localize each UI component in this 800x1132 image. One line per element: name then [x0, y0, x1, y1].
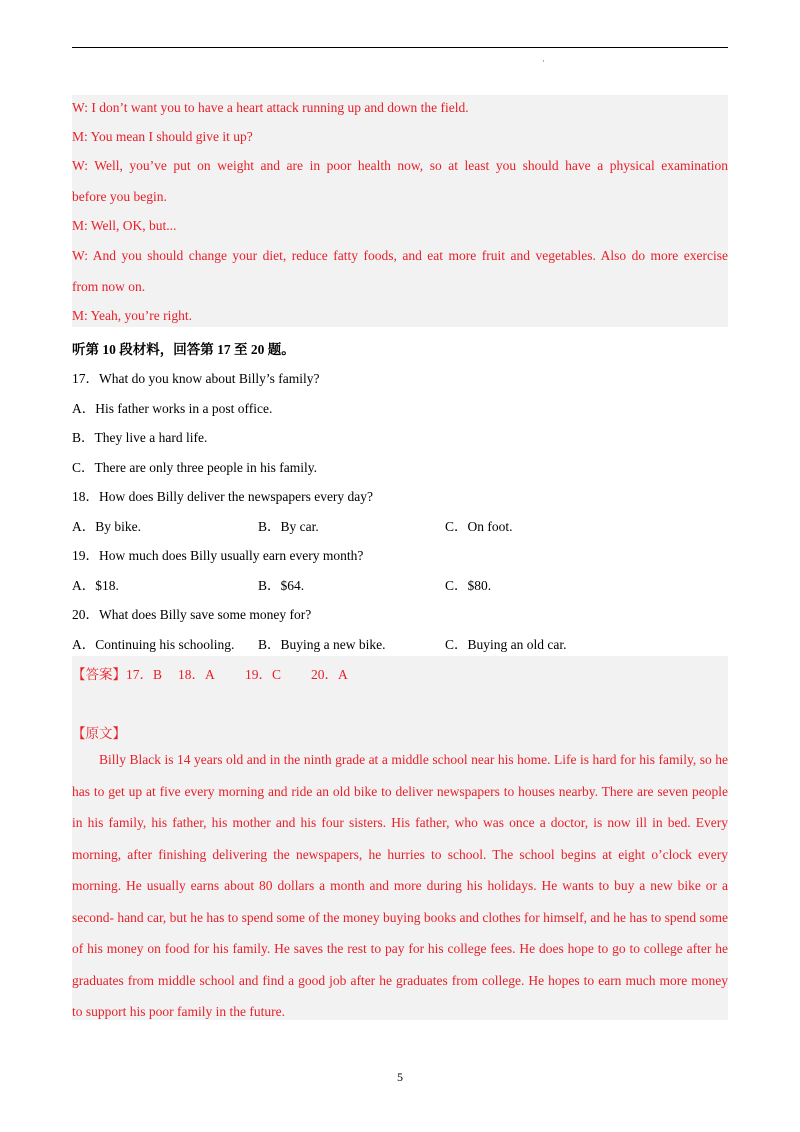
answer-item: 18．A — [178, 667, 215, 682]
question-stem: 19．How much does Billy usually earn every month? — [72, 548, 364, 563]
transcript-label: 【原文】 — [72, 726, 126, 741]
dialogue-line: from now on. — [72, 279, 146, 294]
question-option: A．$18. — [72, 578, 119, 593]
page-number: 5 — [397, 1070, 403, 1084]
answer-label: 【答案】 — [72, 667, 126, 682]
dialogue-line: W: I don’t want you to have a heart attack running up and down the field. — [72, 100, 469, 115]
section-heading: 听第 10 段材料，回答第 17 至 20 题。 — [72, 342, 295, 357]
transcript-text: Billy Black is 14 years old and in the ninth grade at a middle school near his home. Life is hard for his family, so he has to get up at five every morning and ride an old bike to deliver newspapers to houses nearby. There are seven people in his family, his father, his mother and his four sisters. His father, who was once a doctor, is now ill in bed. Every morning, after finishing delivering the newspapers, he hurries to school. The school begins at eight o’clock every morning. He usually earns about 80 dollars a month and more during his holidays. He wants to buy a new bike or a second- hand car, but he has to spend some of the money buying books and clothes for himself, and he has to spend some of his money on food for his family. He saves the rest to pay for his college fees. He does hope to go to college after he graduates from middle school and find a good job after he graduates from college. He hopes to earn much more money to support his poor family in the future. — [72, 752, 728, 1019]
dialogue-line: before you begin. — [72, 189, 167, 204]
question-stem: 18．How does Billy deliver the newspapers every day? — [72, 489, 374, 504]
question-option: B．$64. — [258, 578, 305, 593]
answer-item: 17．B — [126, 667, 163, 682]
question-option: B．Buying a new bike. — [258, 637, 386, 652]
header-rule — [72, 47, 728, 48]
question-option: B．By car. — [258, 519, 319, 534]
dialogue-line: M: Yeah, you’re right. — [72, 308, 192, 323]
dialogue-line: W: And you should change your diet, reduce fatty foods, and eat more fruit and vegetables. Also do more exercise — [72, 248, 728, 263]
question-option: A．By bike. — [72, 519, 141, 534]
question-option: C．There are only three people in his family. — [72, 460, 318, 475]
dialogue-line: M: Well, OK, but... — [72, 218, 177, 233]
question-stem: 17．What do you know about Billy’s family? — [72, 371, 320, 386]
question-option: C．Buying an old car. — [445, 637, 567, 652]
dialogue-line: W: Well, you’ve put on weight and are in poor health now, so at least you should have a physical examination — [72, 158, 728, 173]
question-stem: 20．What does Billy save some money for? — [72, 607, 312, 622]
header-mark: · — [542, 56, 545, 66]
answer-item: 20．A — [311, 667, 348, 682]
question-option: C．$80. — [445, 578, 492, 593]
question-option: B．They live a hard life. — [72, 430, 208, 445]
question-option: A．Continuing his schooling. — [72, 637, 235, 652]
question-option: A．His father works in a post office. — [72, 401, 273, 416]
answer-row — [72, 663, 348, 683]
dialogue-line: M: You mean I should give it up? — [72, 129, 253, 144]
question-option: C．On foot. — [445, 519, 513, 534]
answer-item: 19．C — [245, 667, 282, 682]
